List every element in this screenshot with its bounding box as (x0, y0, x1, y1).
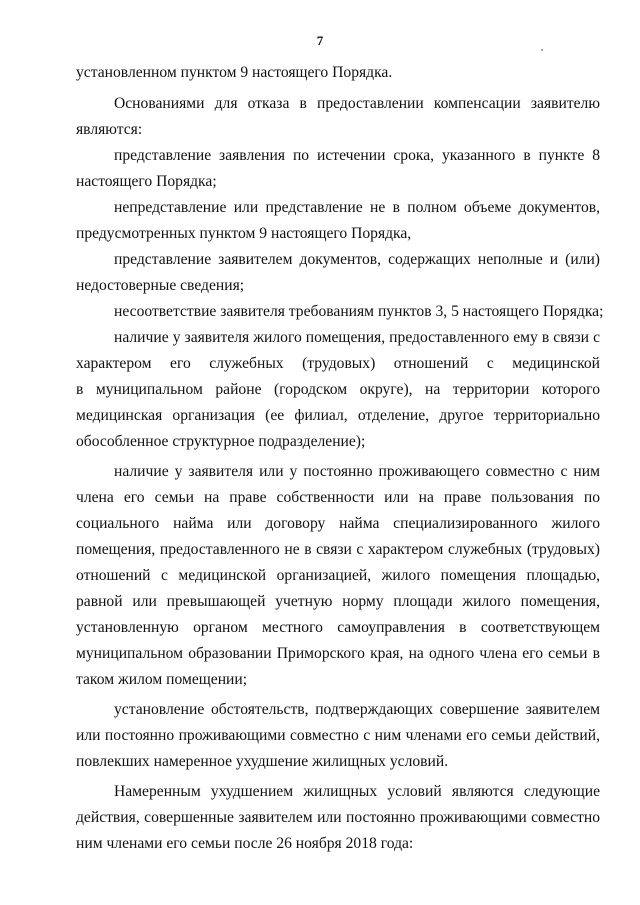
paragraph-first-line: установление обстоятельств, подтверждающих совершение заявителем (114, 701, 600, 718)
paragraph-line: члена его семьи на праве собственности или на праве пользования по (76, 489, 600, 506)
text-line: являются: (76, 121, 143, 138)
paragraph-first-line: Основаниями для отказа в предоставлении компенсации заявителю (114, 95, 600, 112)
paragraph-line: социального найма или договору найма специализированного жилого (76, 515, 600, 532)
text-line: таком жилом помещении; (76, 671, 248, 688)
paragraph-line: или постоянно проживающими совместно с ним членами его семьи действий, (76, 727, 600, 744)
text-line: обособленное структурное подразделение); (76, 433, 366, 450)
paragraph-line: помещения, предоставленного не в связи с характером служебных (трудовых) (76, 541, 600, 558)
scan-speck (541, 49, 543, 51)
text-line: предусмотренных пунктом 9 настоящего Порядка, (76, 225, 412, 242)
paragraph-first-line: наличие у заявителя жилого помещения, предоставленного ему в связи с (114, 329, 600, 346)
text-line: настоящего Порядка; (76, 173, 217, 190)
paragraph-first-line: представление заявления по истечении срока, указанного в пункте 8 (114, 147, 600, 164)
paragraph-first-line: представление заявителем документов, содержащих неполные и (или) (114, 251, 600, 268)
paragraph-line: равной или превышающей учетную норму площади жилого помещения, (76, 593, 600, 610)
paragraph-line: действия, совершенные заявителем или постоянно проживающими совместно (76, 809, 600, 826)
text-line: установленном пунктом 9 настоящего Порядка. (76, 64, 393, 81)
paragraph-line: муниципальном образовании Приморского края, на одного члена его семьи в (76, 645, 600, 662)
paragraph-first-line: непредставление или представление не в полном объеме документов, (114, 199, 600, 216)
paragraph-line: характером его служебных (трудовых) отношений с медицинской (76, 355, 600, 372)
text-line: недостоверные сведения; (76, 277, 245, 294)
page-number: 7 (316, 33, 324, 48)
paragraph-first-line: Намеренным ухудшением жилищных условий являются следующие (114, 783, 600, 800)
paragraph-line: отношений с медицинской организацией, жилого помещения площадью, (76, 567, 600, 584)
paragraph-first-line: наличие у заявителя или у постоянно проживающего совместно с ним (114, 463, 600, 480)
text-line: повлекших намеренное ухудшение жилищных условий. (76, 753, 449, 770)
text-line: ним членами его семьи после 26 ноября 2018 года: (76, 835, 414, 852)
paragraph-single-line: несоответствие заявителя требованиям пунктов 3, 5 настоящего Порядка; (114, 303, 604, 320)
paragraph-line: в муниципальном районе (городском округе), на территории которого (76, 381, 600, 398)
paragraph-line: установленную органом местного самоуправления в соответствующем (76, 619, 600, 636)
paragraph-line: медицинская организация (ее филиал, отделение, другое территориально (76, 407, 600, 424)
